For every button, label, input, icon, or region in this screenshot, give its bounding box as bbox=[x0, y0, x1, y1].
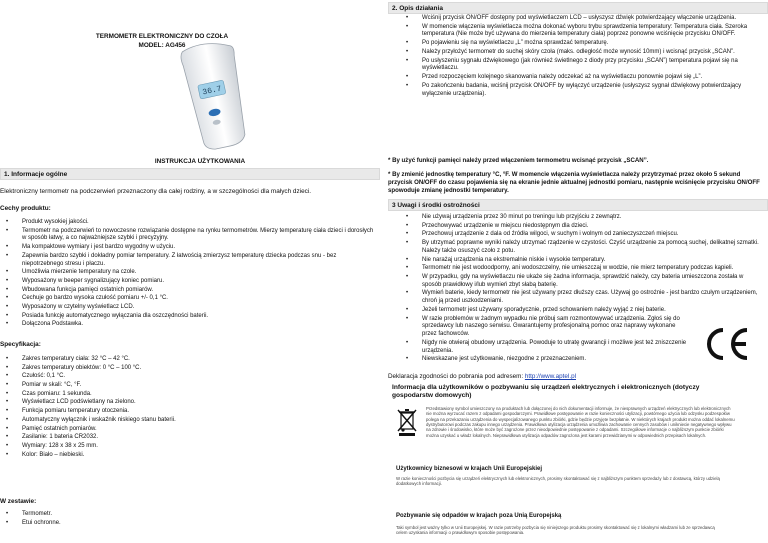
list-item: • Termometr nie jest wodoodporny, ani wodoszczelny, nie umieszczaj w wodzie, nie mierz temperatury podczas kąpieli. bbox=[400, 265, 762, 273]
list-item: • Po pojawieniu się na wyświetlaczu „L” można sprawdzać temperaturę. bbox=[400, 40, 762, 48]
list-item: • Posiada funkcję automatycznego wyłączania dla oszczędności baterii. bbox=[0, 313, 378, 321]
section-general-heading: 1. Informacje ogólne bbox=[0, 168, 380, 180]
device-display-text: 36.7 bbox=[201, 84, 223, 98]
declaration-link[interactable]: http://www.aptel.pl bbox=[524, 373, 576, 380]
section-safety-heading: 3 Uwagi i środki ostrożności bbox=[388, 199, 768, 211]
thermometer-icon bbox=[170, 40, 260, 150]
list-item: • Automatyczny wyłącznik i wskaźnik niskiego stanu baterii. bbox=[0, 417, 300, 425]
list-item: • Zasilanie: 1 bateria CR2032. bbox=[0, 434, 300, 442]
list-item: • Cechuje go bardzo wysoka czułość pomiaru +/- 0,1 °C. bbox=[0, 295, 378, 303]
list-item: • Jeżeli termometr jest używany sporadycznie, przed schowaniem należy wyjąć z niej baterie. bbox=[400, 307, 690, 315]
weee-bin bbox=[396, 407, 418, 437]
list-item: • Etui ochronne. bbox=[0, 520, 300, 528]
list-item: • Nigdy nie otwieraj obudowy urządzenia. Powoduje to utratę gwarancji i możliwe jest też zniszczenie urządzenia. bbox=[400, 340, 690, 356]
list-item: • W razie problemów w żadnym wypadku nie próbuj sam rozmontowywać urządzenia. Zgłoś się do sprzedawcy lub naszego serwisu. Gwarantujemy profesjonalną pomoc oraz naprawy wykonane przez fachowców. bbox=[400, 316, 690, 339]
list-item: • Wbudowana funkcja pamięci ostatnich pomiarów. bbox=[0, 287, 378, 295]
list-item: • Wyposażony w beeper sygnalizujący koniec pomiaru. bbox=[0, 278, 378, 286]
list-item: • Przed rozpoczęciem kolejnego skanowania należy odczekać aż na wyświetlaczu ponownie pojawi się „L”. bbox=[400, 74, 762, 82]
list-item: • Po zakończeniu badania, wciśnij przycisk ON/OFF by wyłączyć urządzenie (usłyszysz sygnał dźwiękowy potwierdzający wyłączenie urządzenia). bbox=[400, 83, 762, 99]
eu-heading: Użytkownicy biznesowi w krajach Unii Europejskiej bbox=[396, 466, 543, 472]
non-eu-text: Taki symbol jest ważny tylko w Unii Europejskej. W razie potrzeby pozbycia się niniejszego produktu prosimy skontaktować się z lokalnymi władzami lub ze sprzedawcą celem uzyskania informacji o prawidłowym sposobie postępowania. bbox=[396, 525, 715, 536]
ce-mark-icon bbox=[702, 326, 752, 362]
list-item: • Pomiar w skali: °C, °F. bbox=[0, 382, 300, 390]
eu-text: W razie konieczności pozbycia się urządzeń elektrycznych lub elektronicznych, prosimy skontaktować się z najbliższym punktem sprzedaży lub z dostawcą, którzy udzielą dodatkowych informacji. bbox=[396, 476, 720, 487]
list-item: • Dołączona Podstawka. bbox=[0, 321, 378, 329]
list-item: • Przechowywać urządzenie w miejscu niedostępnym dla dzieci. bbox=[400, 223, 762, 231]
non-eu-heading: Pozbywanie się odpadów w krajach poza Unią Europejską bbox=[396, 513, 562, 519]
list-item: • Wyświetlacz LCD podświetlany na zielono. bbox=[0, 399, 300, 407]
kit-heading: W zestawie: bbox=[0, 498, 37, 505]
list-item: • Termometr na podczerwień to nowoczesne rozwiązanie dostępne na rynku termometrów. Mierzy temperaturę ciała dzieci i dorosłych w sposób łatwy, a co najważniejsze szybki i precyzyjny. bbox=[0, 228, 378, 244]
list-item: • Zakres temperatury ciała: 32 °C – 42 °C. bbox=[0, 356, 300, 364]
list-item: • Wyposażony w czytelny wyświetlacz LCD. bbox=[0, 304, 378, 312]
declaration-prefix: Deklaracja zgodności do pobrania pod adresem: bbox=[388, 373, 525, 380]
list-item: • Nie używaj urządzenia przez 30 minut po treningu lub przyjściu z zewnątrz. bbox=[400, 214, 762, 222]
list-item: • W przypadku, gdy na wyświetlaczu nie ukaże się żadna informacja, sprawdzić należy, czy bateria umieszczona została w sposób prawidłowy i/lub wymień zbyt słabą baterię. bbox=[400, 274, 762, 290]
list-item: • W momencie włączenia wyświetlacza można dokonać wyboru trybu sprawdzenia temperatury: Temperatura ciała. Szeroka temperatura (Nie może być używana do mierzenia temperatury ciała) poprzez ponowne wciśnięcie przycisku ON/OFF. bbox=[400, 24, 762, 40]
list-item: • Niewskazane jest użytkowanie, niezgodne z przeznaczeniem. bbox=[400, 356, 690, 364]
intro-text: Elektroniczny termometr na podczerwień przeznaczony dla całej rodziny, a w szczególności dla małych dzieci. bbox=[0, 188, 312, 195]
declaration-text bbox=[388, 373, 576, 381]
list-item: • Należy przyłożyć termometr do suchej skóry czoła (maks. odległość może wynosić 10mm) i wcisnąć przycisk „SCAN”. bbox=[400, 49, 762, 57]
list-item: • Umożliwia mierzenie temperatury na czole. bbox=[0, 269, 378, 277]
title-line-2: MODEL: AG456 bbox=[138, 41, 186, 49]
thermometer-image bbox=[170, 40, 260, 150]
list-item: • Zapewnia bardzo szybki i dokładny pomiar temperatury. Z łatwością zmierzysz temperaturę dziecka podczas snu - bez niepotrzebnego stresu i płaczu. bbox=[0, 253, 378, 269]
features-list bbox=[0, 219, 378, 330]
list-item: • Zakres temperatury obiektów: 0 °C – 100 °C. bbox=[0, 365, 300, 373]
ce-mark bbox=[702, 326, 752, 362]
crossed-bin-icon bbox=[396, 407, 418, 437]
features-heading: Cechy produktu: bbox=[0, 205, 51, 212]
list-item: • Czułość: 0,1 °C. bbox=[0, 373, 300, 381]
list-item: • Termometr. bbox=[0, 511, 300, 519]
title-line-1: TERMOMETR ELEKTRONICZNY DO CZOŁA bbox=[95, 33, 229, 40]
spec-list bbox=[0, 356, 300, 460]
list-item: • Ma kompaktowe wymiary i jest bardzo wygodny w użyciu. bbox=[0, 244, 378, 252]
list-item: • Nie narażaj urządzenia na ekstremalnie niskie i wysokie temperatury. bbox=[400, 257, 762, 265]
list-item: • Kolor: Biało – niebieski. bbox=[0, 452, 300, 460]
weee-heading: Informacja dla użytkowników o pozbywaniu się urządzeń elektrycznych i elektronicznych (dotyczy gospodarstw domowych) bbox=[392, 384, 700, 399]
list-item: • Przechowuj urządzenie z dala od źródła wilgoci, w suchym i wolnym od zanieczyszczeń miejscu. bbox=[400, 231, 762, 239]
list-item: • Po usłyszeniu sygnału dźwiękowego (jak również świetlnego z diody przy przycisku „SCAN”) temperatura pojawi się na wyświetlaczu. bbox=[400, 58, 762, 74]
operation-list bbox=[400, 15, 762, 99]
list-item: • Funkcja pomiaru temperatury otoczenia. bbox=[0, 408, 300, 416]
list-item: • Pamięć ostatnich pomiarów. bbox=[0, 426, 300, 434]
spec-heading: Specyfikacja: bbox=[0, 341, 41, 348]
list-item: • Wciśnij przycisk ON/OFF dostępny pod wyświetlaczem LCD – usłyszysz dźwięk potwierdzający włączenie urządzenia. bbox=[400, 15, 762, 23]
list-item: • Wymiary: 128 x 38 x 25 mm. bbox=[0, 443, 300, 451]
right-column bbox=[384, 0, 768, 543]
section-operation-heading: 2. Opis działania bbox=[388, 2, 768, 14]
instructions-heading: INSTRUKCJA UŻYTKOWANIA bbox=[154, 158, 246, 165]
memory-note: * By użyć funkcji pamięci należy przed włączeniem termometru wcisnąć przycisk „SCAN”. bbox=[388, 157, 649, 164]
weee-text: Przedstawiony symbol umieszczony na produktach lub dołączonej do nich dokumentacji informuje, że niesprawnych urządzeń elektrycznych lub elektronicznych nie można wyrzucać razem z odpadami gospodarczymi. Prawidłowe postępowanie w razie konieczności utylizacji, powtórnego użycia lub odzysku podzespołów polega na przekazaniu urządzenia do wyspecjalizowanego punktu zbiórki, gdzie będzie przyjęte bezpłatnie. W niektórych krajach produkt można oddać lokalnemu dystrybutorowi podczas zakupu innego urządzenia. Prawidłowa utylizacja urządzenia umożliwia zachowanie cennych zasobów i unikniecie negatywnego wpływu na zdrowie i środowisko, które może być zagrożone przez nieodpowiednie postępowanie z odpadami. Szczegółowe informacje o najbliższym punkcie zbiórki można uzyskać u władz lokalnych. Nieprawidłowa utylizacja odpadów zagrożona jest karami przewidzianymi w odpowiednich przepisach lokalnych. bbox=[426, 406, 735, 438]
list-item: • Wymień baterie, kiedy termometr nie jest używany przez dłuższy czas. Używaj go ostrożnie - jest bardzo czułym urządzeniem, chroń ją przed uszkodzeniami. bbox=[400, 290, 762, 306]
list-item: • Produkt wysokiej jakości. bbox=[0, 219, 378, 227]
unit-note: * By zmienić jednostkę temperatury °C, °F. W momencie włączenia wyświetlacza należy przytrzymać przez około 5 sekund przycisk ON/OFF do czasu pojawienia się na ekranie jednie aktualnej jednostki pomiaru, następnie wciśnięcie przycisku ON/OFF spowoduje zmianę jednostki temperatury. bbox=[388, 171, 760, 194]
kit-list bbox=[0, 511, 300, 528]
list-item: • Czas pomiaru: 1 sekunda. bbox=[0, 391, 300, 399]
list-item: • By utrzymać poprawne wyniki należy utrzymać rządzenie w czystości. Czyść urządzenie za pomocą suchej, delikatnej szmatki. Należy także osuszyć czoło z potu. bbox=[400, 240, 762, 256]
